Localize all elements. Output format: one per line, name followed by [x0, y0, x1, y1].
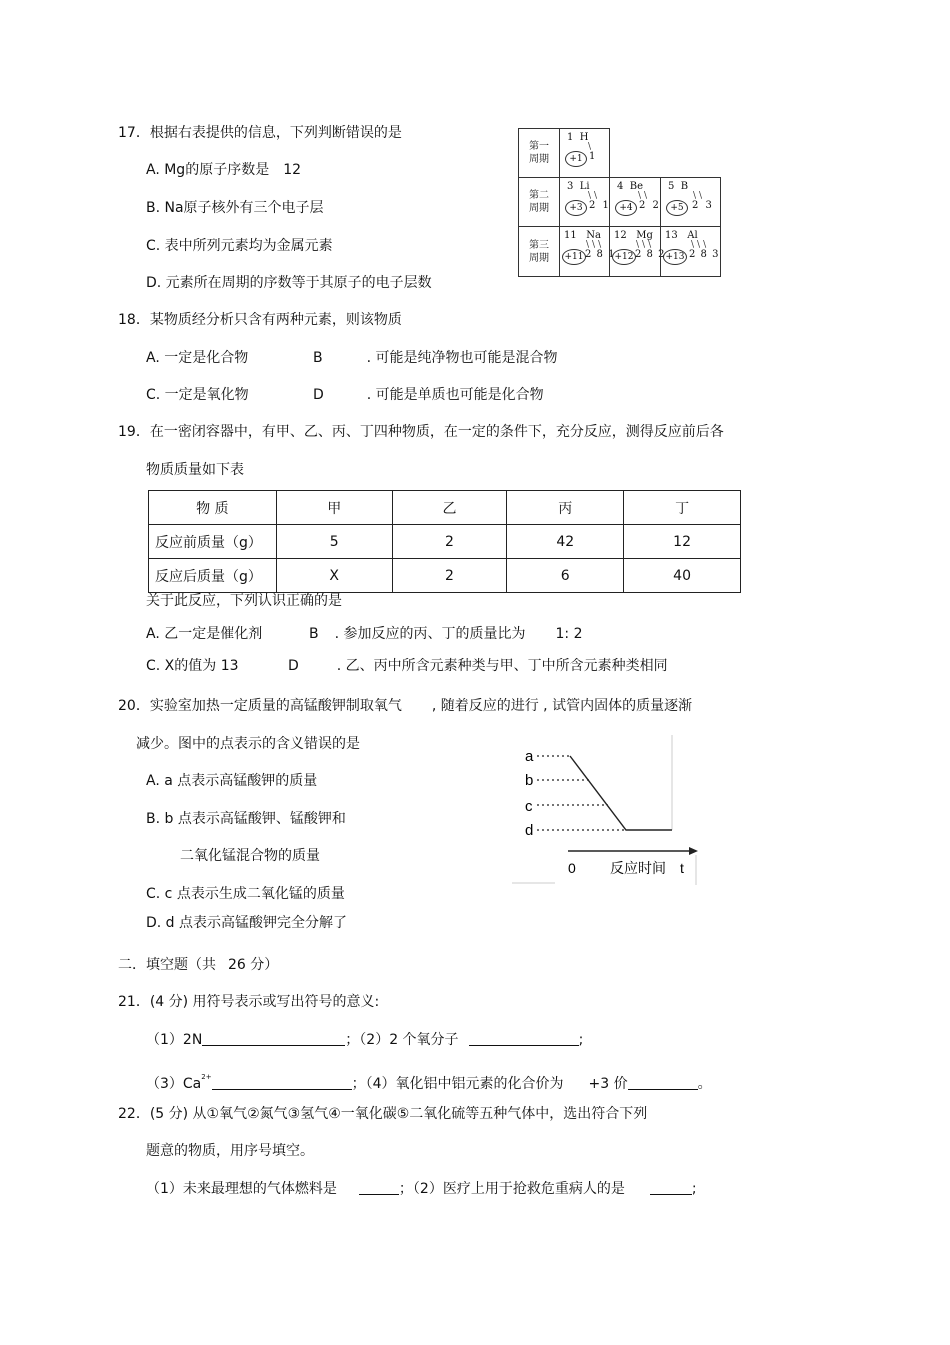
element-h: 1 H \ +1 1: [559, 128, 610, 178]
q20-stem-2: 减少。图中的点表示的含义错误的是: [136, 736, 360, 752]
q19-stem-2: 物质质量如下表: [146, 462, 244, 478]
q17-option-d: D. 元素所在周期的序数等于其原子的电子层数: [146, 275, 432, 291]
period-3-label: 第三 周期: [518, 226, 560, 277]
q17-option-a: A. Mg的原子序数是 12: [146, 162, 302, 178]
nucleus-icon: +12: [612, 249, 636, 265]
element-na: 11 Na \\\ +11 2 8 1: [559, 226, 610, 277]
q22-stem-2: 题意的物质，用序号填空。: [146, 1143, 314, 1159]
graph-xlabel: 反应时间: [610, 861, 666, 877]
nucleus-icon: +1: [565, 151, 587, 167]
q21-line-1: （1）2N ；（2）2 个氧分子 ;: [146, 1032, 584, 1048]
q18-stem: 18．某物质经分析只含有两种元素，则该物质: [118, 312, 402, 328]
graph-t-label: t: [680, 860, 684, 876]
q18-option-a: A. 一定是化合物: [146, 350, 249, 366]
q17-stem: 17．根据右表提供的信息，下列判断错误的是: [118, 125, 402, 141]
q20-option-b: B. b 点表示高锰酸钾、锰酸钾和: [146, 811, 346, 827]
q19-stem: 19．在一密闭容器中，有甲、乙、丙、丁四种物质，在一定的条件下，充分反应，测得反应前后各: [118, 424, 724, 440]
answer-blank[interactable]: [359, 1180, 399, 1195]
element-b: 5 B \\ +5 2 3: [660, 177, 721, 227]
element-mg: 12 Mg \\\ +12 2 8 2: [609, 226, 661, 277]
q20-option-b-cont: 二氧化锰混合物的质量: [180, 848, 320, 864]
q17-option-b: B. Na原子核外有三个电子层: [146, 200, 324, 216]
table-row: 反应前质量（g） 5 2 42 12: [149, 525, 741, 559]
point-a-label: a: [525, 748, 534, 765]
answer-blank[interactable]: [469, 1031, 579, 1046]
answer-blank[interactable]: [628, 1075, 698, 1090]
q20-stem: 20．实验室加热一定质量的高锰酸钾制取氧气 , 随着反应的进行 , 试管内固体的质量逐渐: [118, 698, 693, 714]
q19-option-b: B . 参加反应的丙、丁的质量比为 1: 2: [309, 626, 583, 642]
q18-option-c: C. 一定是氧化物: [146, 387, 249, 403]
nucleus-icon: +4: [615, 200, 637, 216]
q19-option-d: D . 乙、丙中所含元素种类与甲、丁中所含元素种类相同: [288, 658, 668, 674]
graph-origin-label: 0: [568, 860, 576, 876]
q17-option-c: C. 表中所列元素均为金属元素: [146, 238, 333, 254]
answer-blank[interactable]: [650, 1180, 692, 1195]
nucleus-icon: +3: [565, 200, 587, 216]
q22-line-1: （1）未来最理想的气体燃料是 ；（2）医疗上用于抢救危重病人的是 ;: [146, 1181, 697, 1197]
mass-table: [148, 490, 741, 593]
q20-option-c: C. c 点表示生成二氧化锰的质量: [146, 886, 345, 902]
table-header-row: 物 质 甲 乙 丙 丁: [149, 491, 741, 525]
q19-option-c: C. X的值为 13: [146, 658, 239, 674]
q19-option-a: A. 乙一定是催化剂: [146, 626, 263, 642]
q20-option-d: D. d 点表示高锰酸钾完全分解了: [146, 915, 348, 931]
section-2-title: 二．填空题（共 26 分）: [118, 957, 279, 973]
answer-blank[interactable]: [212, 1075, 352, 1090]
nucleus-icon: +11: [562, 249, 586, 265]
q18-option-d: D . 可能是单质也可能是化合物: [313, 387, 544, 403]
period-2-label: 第二 周期: [518, 177, 560, 227]
arrow-right-icon: [689, 847, 698, 855]
q22-stem: 22．(5 分) 从①氧气②氮气③氢气④一氧化碳⑤二氧化硫等五种气体中，选出符合下列: [118, 1106, 648, 1122]
element-al: 13 Al \\\ +13 2 8 3: [660, 226, 721, 277]
q21-stem: 21．(4 分) 用符号表示或写出符号的意义:: [118, 994, 380, 1010]
point-b-label: b: [525, 772, 534, 789]
q21-line-2: $(3)Ca^{2+}$ ；（4）氧化铝中铝元素的化合价为 +3 价 。: [146, 1073, 712, 1092]
point-d-label: d: [525, 822, 534, 839]
table-row: 反应后质量（g） X 2 6 40: [149, 559, 741, 593]
q18-option-b: B . 可能是纯净物也可能是混合物: [313, 350, 558, 366]
mass-curve: [570, 756, 672, 830]
element-li: 3 Li \\ +3 2 1: [559, 177, 610, 227]
mass-time-graph: [510, 735, 710, 887]
point-c-label: c: [525, 798, 533, 815]
q19-after: 关于此反应，下列认识正确的是: [146, 593, 342, 609]
q20-option-a: A. a 点表示高锰酸钾的质量: [146, 773, 318, 789]
nucleus-icon: +13: [663, 249, 687, 265]
answer-blank[interactable]: [202, 1031, 345, 1046]
period-1-label: 第一 周期: [518, 128, 560, 178]
element-be: 4 Be \\ +4 2 2: [609, 177, 661, 227]
nucleus-icon: +5: [666, 200, 688, 216]
